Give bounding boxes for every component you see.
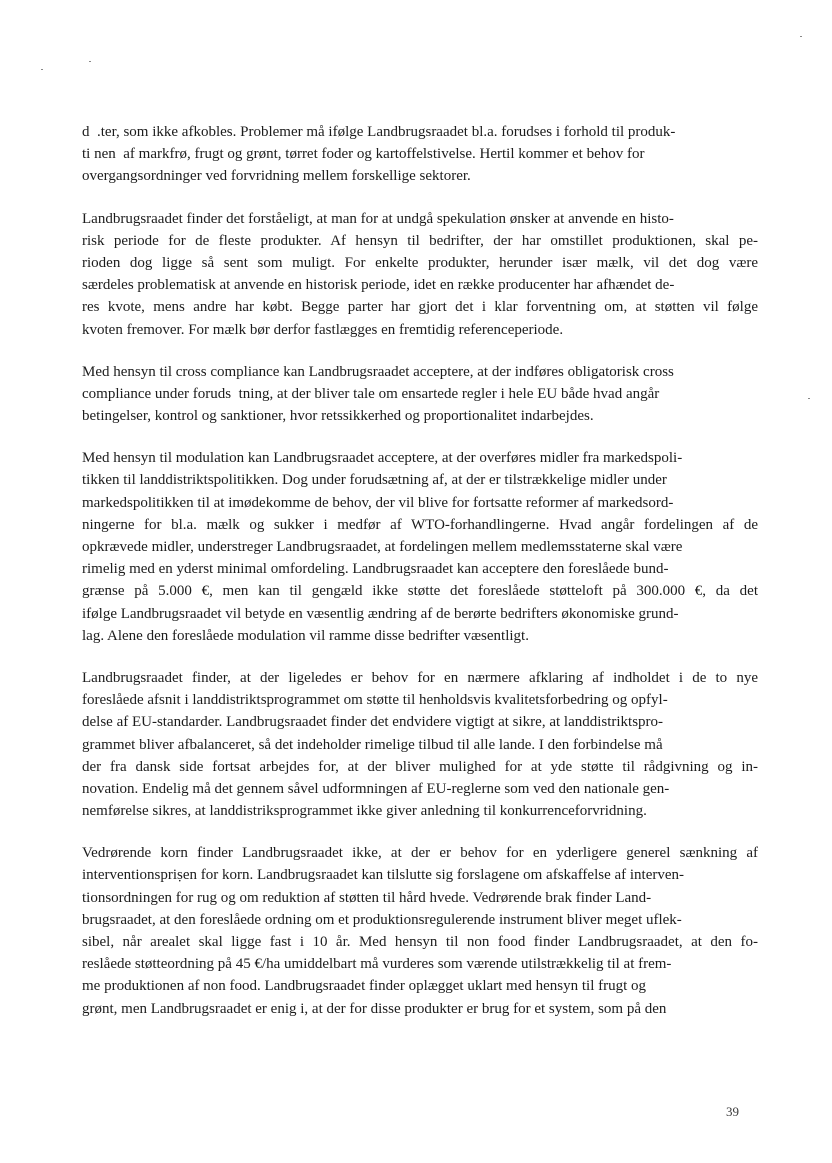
- text-line: novation. Endelig må det gennem såvel udformningen af EU-reglerne som ved den nationale gen-: [82, 780, 670, 797]
- paragraph: [82, 447, 758, 647]
- text-line: brugsraadet, at den foreslåede ordning om et produktionsregulerende instrument bliver meget uflek-: [82, 911, 682, 928]
- text-line: rimelig med en yderst minimal omfordeling. Landbrugsraadet kan acceptere den foreslåede bund-: [82, 561, 669, 578]
- scan-speck: [808, 398, 810, 399]
- text-line: grænse på 5.000 €, men kan til gengæld ikke støtte det foreslåede støtteloft på 300.000 €, da det: [82, 583, 758, 600]
- text-line: ifølge Landbrugsraadet vil betyde en væsentlig ændring af de berørte bedrifters økonomiske grund-: [82, 605, 679, 622]
- body-text: [82, 121, 758, 1040]
- text-line: Landbrugsraadet finder, at der ligeledes er behov for en nærmere afklaring af indholdet i de to nye: [82, 669, 758, 686]
- text-line: ningerne for bl.a. mælk og sukker i medfør af WTO-forhandlingerne. Hvad angår fordelingen af de: [82, 516, 758, 533]
- text-line: Med hensyn til cross compliance kan Landbrugsraadet acceptere, at der indføres obligatorisk cross: [82, 363, 674, 380]
- scan-speck: [800, 36, 802, 37]
- text-line: rioden dog ligge så sent som muligt. For enkelte produkter, herunder især mælk, vil det dog være: [82, 254, 758, 271]
- text-line: interventionspriṣen for korn. Landbrugsraadet kan tilslutte sig forslagene om afskaffelse af interven-: [82, 867, 685, 884]
- text-line: Med hensyn til modulation kan Landbrugsraadet acceptere, at der overføres midler fra markedspoli-: [82, 450, 683, 467]
- text-line: kvoten fremover. For mælk bør derfor fastlægges en fremtidig referenceperiode.: [82, 321, 564, 338]
- text-line: me produktionen af non food. Landbrugsraadet finder oplægget uklart med hensyn til frugt og: [82, 978, 647, 995]
- text-line: tionsordningen for rug og om reduktion af støtten til hård hvede. Vedrørende brak finder Land-: [82, 889, 652, 906]
- text-line: sibel, når arealet skal ligge fast i 10 år. Med hensyn til non food finder Landbrugsraadet, at den fo-: [82, 934, 758, 950]
- text-line: Landbrugsraadet finder det forståeligt, at man for at undgå spekulation ønsker at anvende en histo-: [82, 210, 674, 227]
- text-line: der fra dansk side fortsat arbejdes for, at der bliver mulighed for at yde støtte til rådgivning og in-: [82, 758, 758, 775]
- text-line: tikken til landdistriktspolitikken. Dog under forudsætning af, at der er tilstrækkelige midler under: [82, 472, 667, 489]
- paragraph: [82, 667, 758, 822]
- text-line: betingelser, kontrol og sanktioner, hvor retssikkerhed og proportionalitet indarbejdes.: [82, 408, 594, 425]
- text-line: grammet bliver afbalanceret, så det indeholder rimelige tilbud til alle lande. I den forbindelse må: [82, 736, 663, 753]
- text-line: markedspolitikken til at imødekomme de behov, der vil blive for fortsatte reformer af markedsord-: [82, 494, 674, 511]
- text-line: Vedrørende korn finder Landbrugsraadet ikke, at der er behov for en yderligere generel sænkning af: [82, 845, 758, 862]
- page-number: 39: [726, 1104, 739, 1119]
- text-line: risk periode for de fleste produkter. Af hensyn til bedrifter, der har omstillet produktionen, skal pe-: [82, 232, 758, 249]
- paragraph: [82, 361, 758, 428]
- text-line: særdeles problematisk at anvende en historisk periode, idet en række producenter har afhændet de-: [82, 277, 675, 294]
- text-line: opkrævede midler, understreger Landbrugsraadet, at fordelingen mellem medlemsstaterne skal være: [82, 539, 683, 555]
- text-line: lag. Alene den foreslåede modulation vil ramme disse bedrifter væsentligt.: [82, 627, 529, 644]
- text-line: compliance under foruds tning, at der bliver tale om ensartede regler i hele EU både hvad angår: [82, 385, 660, 402]
- paragraph: [82, 842, 758, 1020]
- paragraph: [82, 121, 758, 188]
- scan-speck: [89, 61, 91, 62]
- text-line: ti nen af markfrø, frugt og grønt, tørret foder og kartoffelstivelse. Hertil kommer et behov for: [82, 146, 645, 163]
- text-line: res kvote, mens andre har købt. Begge parter har gjort det i klar forventning om, at støtten vil følge: [82, 299, 758, 316]
- text-line: reslåede støtteordning på 45 €/ha umiddelbart må vurderes som værende utilstrækkelig til at frem-: [82, 956, 672, 973]
- text-line: foreslåede afsnit i landdistriktsprogrammet om støtte til henholdsvis kvalitetsforbedring og opfyl-: [82, 692, 668, 709]
- paragraph: [82, 208, 758, 341]
- text-line: d .ter, som ikke afkobles. Problemer må ifølge Landbrugsraadet bl.a. forudses i forhold til produk-: [82, 124, 676, 140]
- scan-speck: [41, 69, 43, 70]
- text-line: overgangsordninger ved forvridning mellem forskellige sektorer.: [82, 168, 471, 185]
- text-line: nemførelse sikres, at landdistriksprogrammet ikke giver anledning til konkurrenceforvridning.: [82, 803, 647, 820]
- text-line: grønt, men Landbrugsraadet er enig i, at der for disse produkter er brug for et system, som på den: [82, 1000, 667, 1017]
- text-line: delse af EU-standarder. Landbrugsraadet finder det endvidere vigtigt at sikre, at landdistriktspro-: [82, 714, 664, 731]
